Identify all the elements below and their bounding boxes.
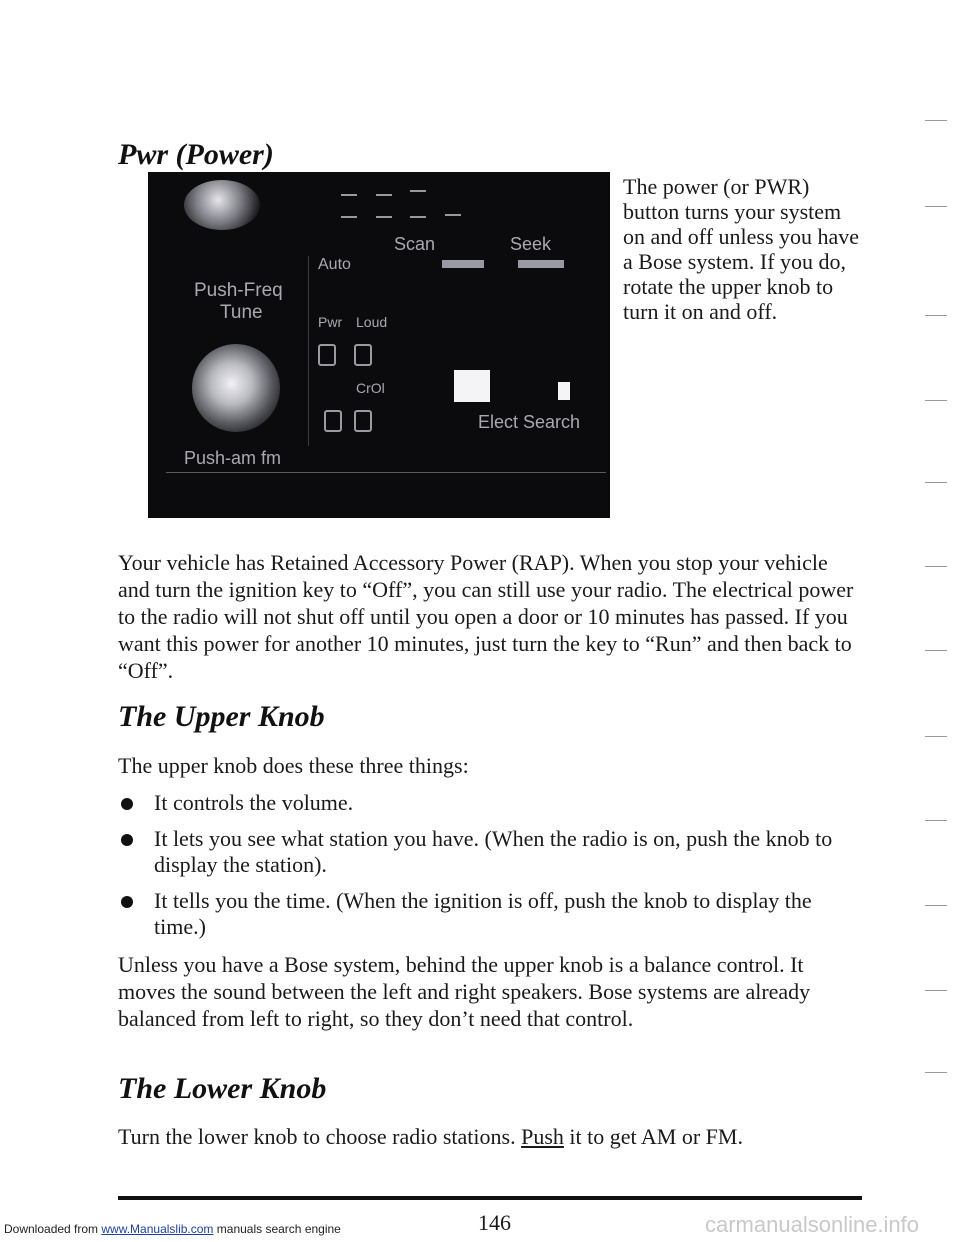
photo-divider [166,472,606,473]
lower-knob-paragraph: Turn the lower knob to choose radio stations. Push it to get AM or FM. [118,1124,743,1149]
list-item: It tells you the time. (When the ignition is off, push the knob to display the time.) [118,888,858,940]
rap-paragraph: Your vehicle has Retained Accessory Power (RAP). When you stop your vehicle and turn the ignition key to “Off”, you can still use your radio. The electrical power to the radio will not shut off until you open a door or 10 minutes has passed. If you want this power for another 10 minutes, just turn the key to “Run” and then back to “Off”. [118,550,854,683]
lower-left-button[interactable] [324,410,342,432]
seek-label: Seek [510,234,552,254]
elect-search-label: Elect Search [478,412,581,432]
watermark: carmanualsonline.info [705,1212,920,1237]
auto-label: Auto [318,256,351,273]
pwr-label: Pwr [318,314,343,330]
upper-knob-icon [184,180,260,230]
crol-label: CrOl [356,380,385,396]
seek-button[interactable] [518,260,564,268]
radio-photo [148,172,610,518]
pwr-button[interactable] [318,344,336,366]
lower-right-button[interactable] [354,410,372,432]
page-number: 146 [478,1210,511,1235]
lower-knob-heading: The Lower Knob [118,1072,327,1105]
push-am-fm-label: Push-am fm [184,448,282,468]
bullet-icon [121,896,133,908]
bullet-icon [121,798,133,810]
lower-knob-icon [192,344,280,432]
loud-label: Loud [356,314,388,330]
list-item: It lets you see what station you have. (When the radio is on, push the knob to display the station). [118,826,858,878]
bottom-rule [118,1196,862,1200]
search-button[interactable] [558,382,570,400]
elect-button[interactable] [454,370,490,402]
tune-label: Tune [220,302,263,323]
scan-label: Scan [394,234,436,254]
upper-knob-bullets [118,790,858,950]
power-button-description: The power (or PWR) button turns your system on and off unless you have a Bose system. If you do, rotate the upper knob to turn it on and off. [623,174,860,324]
loud-button[interactable] [354,344,372,366]
upper-knob-intro: The upper knob does these three things: [118,753,469,778]
download-footer: Downloaded from www.Manualslib.com manuals search engine [4,1222,341,1236]
manualslib-link[interactable]: www.Manualslib.com [101,1222,214,1236]
photo-vertical-divider [308,256,309,446]
bullet-icon [121,834,133,846]
push-freq-label: Push-Freq [194,280,283,301]
balance-paragraph: Unless you have a Bose system, behind the upper knob is a balance control. It moves the sound between the left and right speakers. Bose systems are already balanced from left to right, so they don’t need that control. [118,952,811,1031]
list-item: It controls the volume. [118,790,858,816]
upper-knob-heading: The Upper Knob [118,700,325,733]
section-heading: Pwr (Power) [118,138,274,171]
scan-button[interactable] [442,260,484,268]
